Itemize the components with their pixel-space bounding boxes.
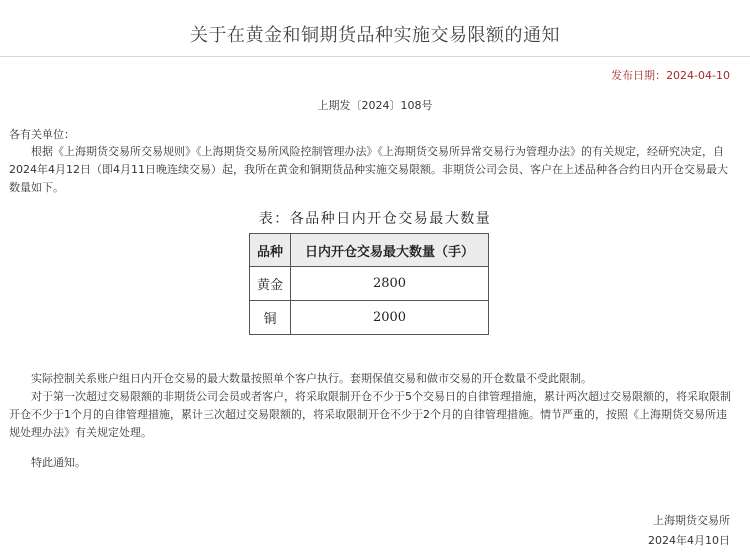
account-group-paragraph: 实际控制关系账户组日内开仓交易的最大数量按照单个客户执行。套期保值交易和做市交易的开仓数量不受此限制。 [31,372,592,385]
signature-date: 2024年4月10日 [648,534,730,547]
signature-organization: 上海期货交易所 [653,514,730,527]
publish-date-line [611,67,730,83]
closing-paragraph: 特此通知。 [31,456,86,469]
table-title: 表：各品种日内开仓交易最大数量 [258,211,492,227]
header-max-quantity: 日内开仓交易最大数量（手） [291,234,489,267]
cell-max-quantity: 2000 [291,301,489,335]
violation-paragraph: 对于第一次超过交易限额的非期货公司会员或者客户，将采取限制开仓不少于5个交易日的自律管理措施，累计两次超过交易限额的，将采取限制开仓不少于1个月的自律管理措施，累计三次超过交易限额的，将采取限制开仓不少于2个月的自律管理措施。情节严重的，按照《上海期货交易所违规处理办法》有关规定处理。 [9,390,731,439]
trading-limit-table [249,233,489,335]
cell-product: 黄金 [250,267,291,301]
cell-product: 铜 [250,301,291,335]
cell-max-quantity: 2800 [291,267,489,301]
document-number: 上期发〔2024〕108号 [317,99,433,112]
publish-date-label: 发布日期： [611,69,667,82]
page-title: 关于在黄金和铜期货品种实施交易限额的通知 [190,25,560,46]
table-row [250,267,489,301]
publish-date-value: 2024-04-10 [666,69,730,82]
salutation: 各有关单位： [9,128,75,141]
table-row [250,301,489,335]
title-divider [0,56,750,57]
intro-paragraph: 根据《上海期货交易所交易规则》《上海期货交易所风险控制管理办法》《上海期货交易所异常交易行为管理办法》的有关规定，经研究决定，自2024年4月12日（即4月11日晚连续交易）起，我所在黄金和铜期货品种实施交易限额。非期货公司会员、客户在上述品种各合约日内开仓交易最大数量如下。 [9,145,728,194]
table-header-row [250,234,489,267]
header-product: 品种 [250,234,291,267]
